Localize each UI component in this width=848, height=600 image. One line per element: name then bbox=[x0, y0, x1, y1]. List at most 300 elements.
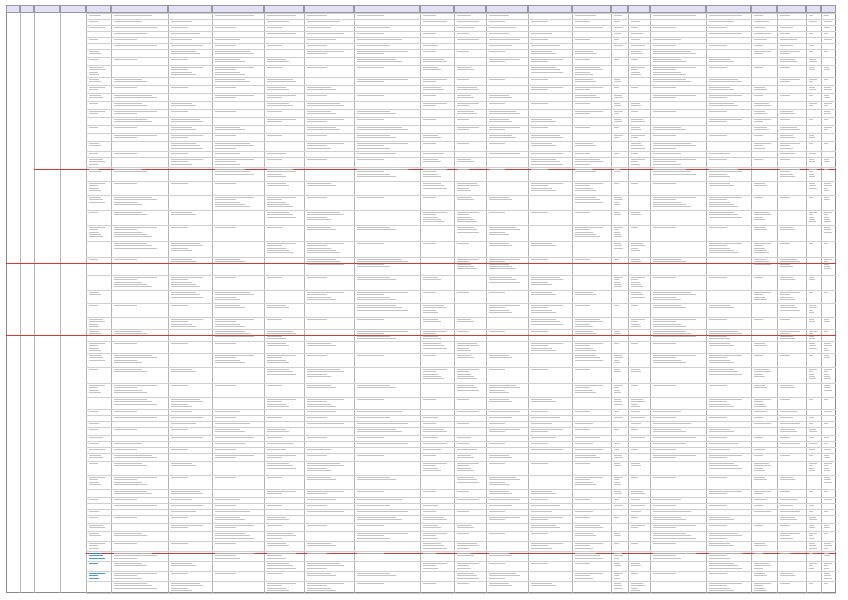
cell-text bbox=[614, 45, 623, 46]
cell-text bbox=[89, 188, 99, 189]
cell-text bbox=[780, 423, 800, 424]
cell-text bbox=[489, 234, 509, 235]
cell-text bbox=[423, 527, 441, 528]
cell-text bbox=[809, 333, 813, 334]
cell-text bbox=[824, 455, 829, 456]
cell-text bbox=[423, 355, 436, 356]
cell-text bbox=[215, 159, 254, 160]
cell-text bbox=[171, 103, 192, 104]
cell-text bbox=[824, 378, 831, 379]
cell-text bbox=[423, 348, 447, 349]
cell-text bbox=[171, 245, 203, 246]
cell-text bbox=[267, 406, 289, 407]
cell-text bbox=[171, 261, 196, 262]
cell-text bbox=[631, 417, 645, 418]
cell-text bbox=[754, 243, 771, 244]
cell-text bbox=[489, 268, 516, 269]
cell-text bbox=[457, 350, 471, 351]
cell-text bbox=[614, 135, 623, 136]
cell-text bbox=[709, 449, 730, 450]
cell-text bbox=[754, 565, 771, 566]
cell-text bbox=[780, 525, 790, 526]
cell-text bbox=[114, 588, 157, 589]
cell-text bbox=[457, 321, 474, 322]
cell-text bbox=[267, 95, 296, 96]
cell-text bbox=[114, 153, 137, 154]
cell-text bbox=[653, 202, 681, 203]
cell-text bbox=[824, 214, 828, 215]
cell-text bbox=[824, 527, 830, 528]
cell-text bbox=[824, 261, 828, 262]
column-header-13 bbox=[454, 5, 486, 13]
cell-text bbox=[89, 59, 98, 60]
cell-text bbox=[89, 15, 101, 16]
cell-text bbox=[307, 259, 336, 260]
cell-text bbox=[780, 387, 795, 388]
cell-text bbox=[457, 457, 474, 458]
cell-text bbox=[709, 185, 734, 186]
cell-text bbox=[614, 443, 620, 444]
cell-text bbox=[575, 355, 596, 356]
cell-text bbox=[267, 573, 282, 574]
cell-text bbox=[809, 87, 815, 88]
row-divider bbox=[86, 541, 836, 542]
cell-text bbox=[824, 111, 830, 112]
cell-text bbox=[423, 171, 436, 172]
cell-text bbox=[307, 525, 327, 526]
cell-text bbox=[423, 243, 436, 244]
cell-text bbox=[631, 259, 640, 260]
cell-text bbox=[489, 431, 505, 432]
cell-text bbox=[631, 527, 638, 528]
cell-text bbox=[614, 558, 619, 559]
cell-text bbox=[575, 53, 596, 54]
cell-text bbox=[709, 362, 734, 363]
cell-text bbox=[631, 563, 640, 564]
cell-text bbox=[614, 259, 619, 260]
cell-text bbox=[754, 45, 763, 46]
cell-text bbox=[631, 573, 638, 574]
cell-text bbox=[653, 51, 691, 52]
cell-text bbox=[89, 457, 103, 458]
cell-text bbox=[267, 250, 289, 251]
cell-text bbox=[709, 463, 734, 464]
cell-text bbox=[575, 59, 590, 60]
cell-text bbox=[307, 264, 344, 265]
cell-text bbox=[114, 27, 157, 28]
cell-text bbox=[809, 307, 817, 308]
cell-text bbox=[614, 103, 620, 104]
cell-text bbox=[575, 387, 590, 388]
cell-text bbox=[215, 153, 240, 154]
cell-text bbox=[653, 161, 676, 162]
cell-text bbox=[215, 535, 250, 536]
cell-text bbox=[809, 169, 817, 170]
cell-text bbox=[631, 505, 645, 506]
cell-text bbox=[824, 343, 831, 344]
cell-text bbox=[423, 525, 438, 526]
cell-text bbox=[575, 477, 603, 478]
row-divider bbox=[86, 225, 836, 226]
row-divider bbox=[86, 195, 836, 196]
cell-text bbox=[357, 143, 408, 144]
cell-text bbox=[614, 284, 621, 285]
cell-text bbox=[653, 299, 681, 300]
cell-text bbox=[357, 137, 396, 138]
cell-text bbox=[575, 357, 600, 358]
cell-text bbox=[531, 277, 560, 278]
cell-text bbox=[780, 385, 793, 386]
cell-text bbox=[89, 369, 98, 370]
cell-text bbox=[575, 232, 593, 233]
cell-text bbox=[171, 277, 203, 278]
cell-text bbox=[653, 61, 686, 62]
cell-text bbox=[114, 111, 157, 112]
cell-text bbox=[754, 343, 765, 344]
cell-text bbox=[457, 259, 479, 260]
cell-text bbox=[631, 423, 641, 424]
cell-text bbox=[489, 493, 512, 494]
cell-text bbox=[754, 127, 767, 128]
cell-text bbox=[357, 336, 390, 337]
cell-text bbox=[114, 484, 147, 485]
cell-text bbox=[614, 455, 622, 456]
cell-text bbox=[780, 259, 797, 260]
cell-text bbox=[489, 505, 512, 506]
cell-text bbox=[575, 343, 603, 344]
cell-text bbox=[307, 95, 327, 96]
cell-text bbox=[457, 465, 469, 466]
cell-text bbox=[457, 197, 471, 198]
cell-text bbox=[423, 87, 441, 88]
cell-text bbox=[114, 212, 142, 213]
cell-text bbox=[357, 431, 402, 432]
cell-text bbox=[89, 259, 98, 260]
cell-text bbox=[653, 385, 676, 386]
cell-text bbox=[614, 457, 623, 458]
cell-text bbox=[114, 243, 147, 244]
cell-text bbox=[780, 171, 790, 172]
cell-text bbox=[357, 575, 396, 576]
cell-text bbox=[780, 479, 795, 480]
cell-text bbox=[531, 411, 548, 412]
cell-text bbox=[489, 355, 509, 356]
cell-text bbox=[215, 148, 236, 149]
cell-text bbox=[809, 355, 813, 356]
cell-text bbox=[709, 357, 727, 358]
cell-text bbox=[575, 143, 593, 144]
cell-text bbox=[89, 443, 99, 444]
cell-text bbox=[754, 411, 767, 412]
cell-text bbox=[709, 214, 738, 215]
cell-text bbox=[457, 229, 477, 230]
cell-text bbox=[653, 67, 696, 68]
cell-text bbox=[614, 236, 622, 237]
cell-text bbox=[423, 33, 436, 34]
cell-text bbox=[171, 250, 192, 251]
cell-text bbox=[423, 338, 441, 339]
cell-text bbox=[171, 477, 188, 478]
cell-text bbox=[709, 217, 742, 218]
cell-text bbox=[423, 188, 447, 189]
cell-text bbox=[614, 214, 621, 215]
cell-text bbox=[171, 343, 188, 344]
cell-text bbox=[114, 578, 142, 579]
cell-text bbox=[653, 277, 676, 278]
cell-text bbox=[709, 197, 742, 198]
cell-text bbox=[267, 169, 293, 170]
cell-text bbox=[631, 143, 641, 144]
cell-text bbox=[89, 292, 99, 293]
cell-text bbox=[457, 499, 479, 500]
cell-text bbox=[489, 21, 505, 22]
cell-text bbox=[653, 455, 696, 456]
cell-text bbox=[824, 159, 829, 160]
cell-text bbox=[267, 590, 289, 591]
cell-text bbox=[531, 519, 548, 520]
cell-text bbox=[423, 376, 441, 377]
cell-text bbox=[114, 463, 142, 464]
row-divider bbox=[86, 77, 836, 78]
cell-text bbox=[531, 319, 556, 320]
cell-text bbox=[457, 555, 474, 556]
cell-text bbox=[575, 15, 596, 16]
cell-text bbox=[307, 399, 344, 400]
cell-text bbox=[754, 21, 769, 22]
cell-text bbox=[531, 190, 556, 191]
cell-text bbox=[89, 53, 101, 54]
cell-text bbox=[357, 277, 390, 278]
cell-text bbox=[114, 171, 147, 172]
cell-text bbox=[171, 51, 196, 52]
row-divider bbox=[86, 43, 836, 44]
cell-text bbox=[114, 385, 157, 386]
row-divider bbox=[86, 257, 836, 258]
cell-text bbox=[215, 183, 236, 184]
cell-text bbox=[575, 482, 593, 483]
cell-text bbox=[357, 59, 396, 60]
cell-text bbox=[307, 374, 327, 375]
cell-text bbox=[754, 399, 771, 400]
cell-text bbox=[653, 411, 681, 412]
cell-text bbox=[457, 69, 474, 70]
cell-text bbox=[809, 535, 813, 536]
cell-text bbox=[357, 583, 384, 584]
row-divider bbox=[86, 151, 836, 152]
cell-text bbox=[754, 568, 763, 569]
cell-text bbox=[114, 45, 157, 46]
cell-text bbox=[171, 321, 188, 322]
cell-text bbox=[114, 404, 157, 405]
cell-text bbox=[423, 143, 436, 144]
cell-text bbox=[114, 505, 157, 506]
cell-text bbox=[215, 437, 254, 438]
cell-text bbox=[457, 479, 477, 480]
cell-text bbox=[824, 555, 830, 556]
cell-text bbox=[357, 159, 384, 160]
cell-text bbox=[824, 348, 828, 349]
cell-text bbox=[653, 171, 691, 172]
cell-text bbox=[171, 259, 192, 260]
cell-text bbox=[709, 245, 727, 246]
cell-text bbox=[575, 202, 603, 203]
cell-text bbox=[114, 563, 142, 564]
cell-text bbox=[631, 74, 641, 75]
cell-text bbox=[614, 392, 621, 393]
cell-text bbox=[531, 121, 556, 122]
row-divider bbox=[86, 551, 836, 552]
cell-text bbox=[614, 286, 622, 287]
cell-text bbox=[423, 374, 438, 375]
cell-text bbox=[614, 369, 620, 370]
cell-text bbox=[171, 583, 200, 584]
cell-text bbox=[114, 449, 137, 450]
cell-text bbox=[653, 145, 696, 146]
row-divider bbox=[86, 341, 836, 342]
cell-text bbox=[171, 164, 192, 165]
cell-text bbox=[171, 111, 188, 112]
cell-text bbox=[215, 324, 240, 325]
cell-text bbox=[824, 470, 830, 471]
cell-text bbox=[357, 399, 384, 400]
cell-text bbox=[457, 578, 479, 579]
row-divider bbox=[86, 125, 836, 126]
cell-text bbox=[267, 153, 286, 154]
cell-text bbox=[575, 183, 603, 184]
cell-text bbox=[489, 578, 505, 579]
cell-text bbox=[531, 103, 548, 104]
cell-text bbox=[809, 565, 813, 566]
row-divider bbox=[86, 241, 836, 242]
cell-text bbox=[114, 535, 147, 536]
cell-text bbox=[653, 437, 696, 438]
cell-text bbox=[423, 538, 438, 539]
cell-text bbox=[423, 45, 438, 46]
cell-text bbox=[575, 331, 593, 332]
cell-text bbox=[809, 171, 813, 172]
cell-text bbox=[114, 499, 137, 500]
row-divider bbox=[86, 353, 836, 354]
cell-text bbox=[614, 33, 621, 34]
cell-text bbox=[575, 319, 600, 320]
cell-text bbox=[824, 188, 828, 189]
cell-text bbox=[267, 431, 289, 432]
cell-text bbox=[631, 137, 638, 138]
cell-text bbox=[754, 294, 763, 295]
cell-text bbox=[754, 113, 767, 114]
cell-text bbox=[631, 121, 645, 122]
cell-text bbox=[267, 429, 286, 430]
cell-text bbox=[89, 573, 105, 574]
cell-text bbox=[423, 79, 447, 80]
cell-text bbox=[709, 558, 730, 559]
column-header-10 bbox=[304, 5, 354, 13]
cell-text bbox=[307, 319, 327, 320]
cell-text bbox=[809, 212, 817, 213]
cell-text bbox=[89, 145, 101, 146]
cell-text bbox=[357, 519, 402, 520]
cell-text bbox=[215, 538, 254, 539]
cell-text bbox=[631, 297, 645, 298]
cell-text bbox=[357, 319, 384, 320]
column-header-1 bbox=[6, 5, 20, 13]
cell-text bbox=[171, 465, 196, 466]
cell-text bbox=[709, 491, 742, 492]
cell-text bbox=[614, 229, 619, 230]
cell-text bbox=[357, 129, 408, 130]
cell-text bbox=[215, 69, 236, 70]
cell-text bbox=[307, 135, 327, 136]
cell-text bbox=[267, 565, 293, 566]
cell-text bbox=[307, 465, 344, 466]
cell-text bbox=[489, 97, 512, 98]
cell-text bbox=[709, 505, 727, 506]
cell-text bbox=[653, 319, 696, 320]
cell-text bbox=[709, 493, 727, 494]
cell-text bbox=[267, 217, 296, 218]
cell-text bbox=[531, 449, 563, 450]
cell-text bbox=[114, 229, 137, 230]
cell-text bbox=[824, 563, 832, 564]
cell-text bbox=[653, 292, 691, 293]
cell-text bbox=[307, 437, 327, 438]
cell-text bbox=[531, 417, 560, 418]
cell-text bbox=[215, 294, 254, 295]
cell-text bbox=[267, 81, 296, 82]
cell-text bbox=[809, 279, 815, 280]
cell-text bbox=[267, 103, 289, 104]
cell-text bbox=[754, 499, 767, 500]
cell-text bbox=[89, 153, 98, 154]
cell-text bbox=[754, 264, 771, 265]
cell-text bbox=[89, 555, 103, 556]
cell-text bbox=[267, 385, 282, 386]
cell-text bbox=[307, 477, 331, 478]
cell-text bbox=[215, 385, 236, 386]
cell-text bbox=[457, 455, 471, 456]
cell-text bbox=[171, 153, 188, 154]
cell-text bbox=[780, 505, 793, 506]
cell-text bbox=[307, 553, 327, 554]
cell-text bbox=[754, 470, 765, 471]
cell-text bbox=[780, 455, 790, 456]
cell-text bbox=[631, 69, 638, 70]
cell-text bbox=[754, 585, 763, 586]
cell-text bbox=[114, 183, 137, 184]
cell-text bbox=[423, 61, 447, 62]
cell-text bbox=[489, 212, 505, 213]
cell-text bbox=[215, 59, 240, 60]
cell-text bbox=[575, 305, 590, 306]
cell-text bbox=[809, 527, 815, 528]
cell-text bbox=[215, 39, 240, 40]
cell-text bbox=[307, 159, 327, 160]
cell-text bbox=[824, 243, 828, 244]
cell-text bbox=[89, 479, 98, 480]
cell-text bbox=[215, 81, 250, 82]
cell-text bbox=[307, 39, 336, 40]
cell-text bbox=[89, 212, 98, 213]
cell-text bbox=[809, 378, 816, 379]
cell-text bbox=[614, 578, 620, 579]
cell-text bbox=[267, 333, 296, 334]
cell-text bbox=[114, 137, 137, 138]
cell-text bbox=[215, 51, 250, 52]
cell-text bbox=[267, 204, 289, 205]
cell-text bbox=[215, 74, 245, 75]
cell-text bbox=[780, 59, 795, 60]
cell-text bbox=[709, 103, 734, 104]
